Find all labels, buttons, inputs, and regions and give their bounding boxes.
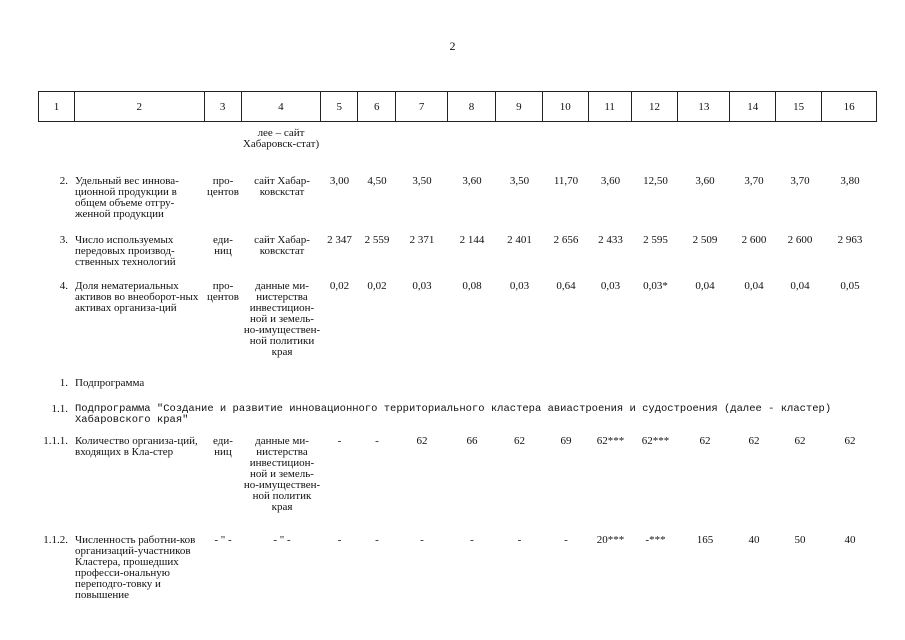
value-cell: 2 371 [409, 234, 435, 246]
header-cell-15: 15 [776, 92, 822, 121]
value-cell: - [420, 534, 424, 546]
value-cell: 0,03 [600, 280, 621, 292]
header-cell-11: 11 [589, 92, 632, 121]
row-number: 1.1.1. [43, 435, 68, 447]
row-indicator-name: Удельный вес иннова-ционной продукции в общем объеме отгру-женной продукции [75, 175, 179, 220]
value-cell: 3,50 [509, 175, 530, 187]
value-cell: 4,50 [367, 175, 387, 187]
row-number: 2. [59, 175, 68, 187]
header-cell-13: 13 [678, 92, 730, 121]
row-source: сайт Хабар-ковскстат [254, 234, 310, 257]
row-number: 3. [59, 234, 68, 246]
value-cell: 50 [794, 534, 806, 546]
value-cell: 66 [466, 435, 478, 447]
row-unit: - " - [214, 534, 232, 546]
value-cell: 0,04 [744, 280, 764, 292]
header-cell-2: 2 [75, 92, 205, 121]
header-cell-14: 14 [730, 92, 776, 121]
value-cell: 62 [699, 435, 711, 447]
value-cell: 3,80 [840, 175, 860, 187]
row-indicator-name: Количество организа-ций, входящих в Кла-стер [75, 435, 198, 458]
header-cell-8: 8 [448, 92, 496, 121]
row-unit: еди-ниц [213, 234, 233, 257]
value-cell: 40 [748, 534, 760, 546]
value-cell: 62 [748, 435, 760, 447]
value-cell: 165 [696, 534, 714, 546]
row-unit: еди-ниц [213, 435, 233, 458]
row-source: сайт Хабар-ковскстат [254, 175, 310, 198]
page-number: 2 [449, 39, 456, 53]
value-cell: 3,50 [412, 175, 432, 187]
row-source: - " - [273, 534, 291, 546]
source-cell-continued: лее – сайт Хабаровск-стат) [242, 127, 320, 150]
value-cell: 2 401 [507, 234, 532, 246]
value-cell: - [337, 435, 342, 447]
value-cell: 3,00 [329, 175, 350, 187]
header-cell-7: 7 [396, 92, 448, 121]
value-cell: - [375, 435, 379, 447]
value-cell: 3,60 [462, 175, 482, 187]
value-cell: 0,64 [556, 280, 576, 292]
header-cell-9: 9 [496, 92, 543, 121]
value-cell: 69 [560, 435, 572, 447]
header-cell-5: 5 [321, 92, 358, 121]
subsection-number: 1.1. [51, 403, 68, 415]
value-cell: 2 509 [692, 234, 718, 246]
value-cell: 2 559 [364, 234, 390, 246]
value-cell: 12,50 [643, 175, 668, 187]
row-indicator-name: Численность работни-ков организаций-участников Кластера, прошедших професси-ональную переподго-товку и повышение [75, 534, 196, 601]
value-cell: 62*** [641, 435, 670, 447]
value-cell: - [470, 534, 474, 546]
section-title: Подпрограмма [75, 377, 145, 389]
value-cell: 3,60 [600, 175, 621, 187]
value-cell: 62*** [596, 435, 625, 447]
table-header [38, 91, 877, 122]
header-cell-3: 3 [205, 92, 242, 121]
value-cell: 2 347 [327, 234, 352, 246]
subsection-title: Подпрограмма "Создание и развитие инновационного территориального кластера авиастроения и судостроения (далее - кластер) Хабаровского края" [75, 403, 832, 426]
header-cell-12: 12 [632, 92, 679, 121]
header-cell-1: 1 [39, 92, 75, 121]
value-cell: 0,03 [412, 280, 432, 292]
value-cell: 62 [514, 435, 525, 447]
value-cell: -*** [645, 534, 666, 546]
header-cell-6: 6 [358, 92, 396, 121]
value-cell: 62 [844, 435, 856, 447]
value-cell: 0,02 [367, 280, 387, 292]
value-cell: 11,70 [553, 175, 579, 187]
value-cell: 2 433 [598, 234, 623, 246]
value-cell: - [337, 534, 342, 546]
value-cell: 0,02 [329, 280, 350, 292]
value-cell: 2 600 [787, 234, 813, 246]
value-cell: 0,04 [695, 280, 715, 292]
value-cell: 2 656 [553, 234, 579, 246]
row-unit: про-центов [206, 280, 239, 303]
value-cell: 62 [416, 435, 428, 447]
header-cell-16: 16 [843, 100, 855, 113]
row-number: 1.1.2. [43, 534, 68, 546]
row-unit: про-центов [206, 175, 239, 198]
row-number: 4. [59, 280, 68, 292]
section-number: 1. [59, 377, 68, 389]
value-cell: 62 [794, 435, 806, 447]
value-cell: 3,60 [695, 175, 715, 187]
value-cell: 0,03* [643, 280, 668, 292]
value-cell: - [375, 534, 379, 546]
value-cell: 2 600 [741, 234, 767, 246]
row-indicator-name: Доля нематериальных активов во внеоборот-ных активах организа-ций [75, 280, 199, 314]
value-cell: 0,05 [840, 280, 860, 292]
value-cell: 0,04 [790, 280, 810, 292]
value-cell: 0,08 [462, 280, 482, 292]
value-cell: 2 144 [459, 234, 485, 246]
value-cell: 3,70 [790, 175, 810, 187]
header-cell-4: 4 [242, 92, 322, 121]
value-cell: 2 595 [643, 234, 668, 246]
value-cell: 3,70 [744, 175, 764, 187]
value-cell: 20*** [596, 534, 625, 546]
row-source: данные ми-нистерства инвестицион-ной и земель-но-имуществен-ной политики края [243, 280, 321, 358]
header-cell-10: 10 [543, 92, 589, 121]
row-source: данные ми-нистерства инвестицион-ной и земель-но-имуществен-ной политик края [243, 435, 321, 513]
value-cell: 40 [844, 534, 856, 546]
value-cell: - [564, 534, 568, 546]
value-cell: 0,03 [509, 280, 530, 292]
row-indicator-name: Число используемых передовых производ-ственных технологий [75, 234, 176, 268]
value-cell: 2 963 [837, 234, 863, 246]
value-cell: - [517, 534, 522, 546]
